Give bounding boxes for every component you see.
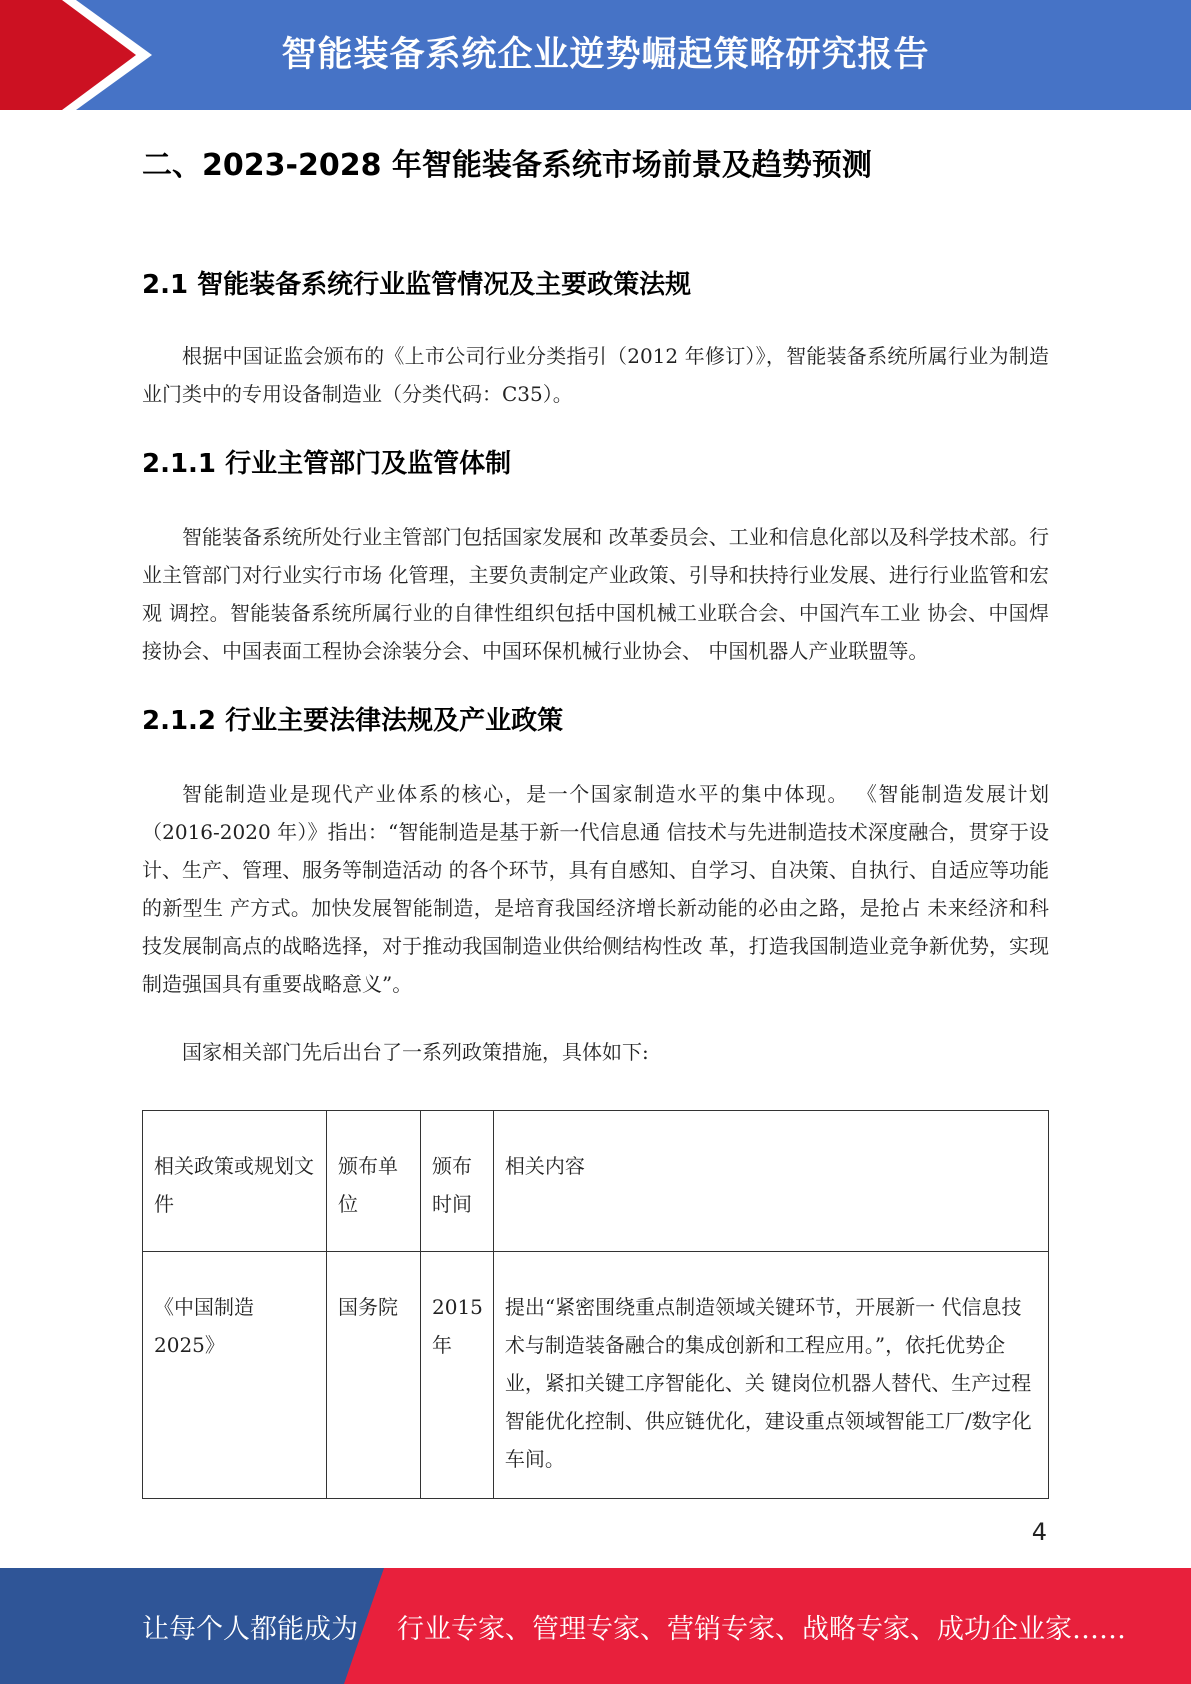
- page-number: 4: [1031, 1518, 1047, 1546]
- paragraph-policy-intro: 国家相关部门先后出台了一系列政策措施，具体如下:: [182, 1040, 649, 1064]
- table-cell-content: 提出“紧密围绕重点制造领域关键环节，开展新一 代信息技术与制造装备融合的集成创新和工程应用。”，依托优势企业，紧扣关键工序智能化、关 键岗位机器人替代、生产过程智能优化控制、供应链优化，建设重点领域智能工厂/数字化车间。: [493, 1252, 1048, 1499]
- footer-banner: [0, 1568, 1191, 1684]
- report-title: 智能装备系统企业逆势崛起策略研究报告: [281, 35, 930, 75]
- table-header-cell: 颁布单位: [327, 1111, 421, 1252]
- subsection-heading-2-1: 2.1 智能装备系统行业监管情况及主要政策法规: [142, 270, 692, 300]
- section-title: 二、2023-2028 年智能装备系统市场前景及趋势预测: [142, 148, 872, 183]
- policy-table: [142, 1110, 1049, 1499]
- table-cell-date: 2015 年: [421, 1252, 494, 1499]
- table-header-cell: 颁布时间: [421, 1111, 494, 1252]
- paragraph-industry-classification: 根据中国证监会颁布的《上市公司行业分类指引（2012 年修订）》，智能装备系统所属行业为制造业门类中的专用设备制造业（分类代码：C35）。: [142, 344, 1049, 406]
- paragraph-regulatory-bodies: 智能装备系统所处行业主管部门包括国家发展和 改革委员会、工业和信息化部以及科学技术部。行业主管部门对行业实行市场 化管理，主要负责制定产业政策、引导和扶持行业发展、进行行业监管和宏观 调控。智能装备系统所属行业的自律性组织包括中国机械工业联合会、中国汽车工业 协会、中国焊接协会、中国表面工程协会涂装分会、中国环保机械行业协会、 中国机器人产业联盟等。: [142, 525, 1049, 663]
- paragraph-smart-manufacturing: 智能制造业是现代产业体系的核心，是一个国家制造水平的集中体现。 《智能制造发展计划（2016-2020 年）》指出：“智能制造是基于新一代信息通 信技术与先进制造技术深度融合，贯穿于设计、生产、管理、服务等制造活动 的各个环节，具有自感知、自学习、自决策、自执行、自适应等功能的新型生 产方式。加快发展智能制造，是培育我国经济增长新动能的必由之路，是抢占 未来经济和科技发展制高点的战略选择，对于推动我国制造业供给侧结构性改 革，打造我国制造业竞争新优势，实现制造强国具有重要战略意义”。: [142, 782, 1049, 996]
- subsection-heading-2-1-2: 2.1.2 行业主要法律法规及产业政策: [142, 706, 564, 736]
- table-row: [143, 1252, 1049, 1499]
- subsection-heading-2-1-1: 2.1.1 行业主管部门及监管体制: [142, 449, 512, 479]
- footer-slogan-left: 让每个人都能成为: [142, 1613, 358, 1645]
- table-header-cell: 相关内容: [493, 1111, 1048, 1252]
- table-cell-issuer: 国务院: [327, 1252, 421, 1499]
- table-cell-document: 《中国制造 2025》: [143, 1252, 327, 1499]
- table-header-row: [143, 1111, 1049, 1252]
- header-banner: [0, 0, 1191, 110]
- main-content: [142, 130, 1049, 1071]
- footer-slogan-right: 行业专家、管理专家、营销专家、战略专家、成功企业家……: [397, 1613, 1126, 1645]
- table-header-cell: 相关政策或规划文件: [143, 1111, 327, 1252]
